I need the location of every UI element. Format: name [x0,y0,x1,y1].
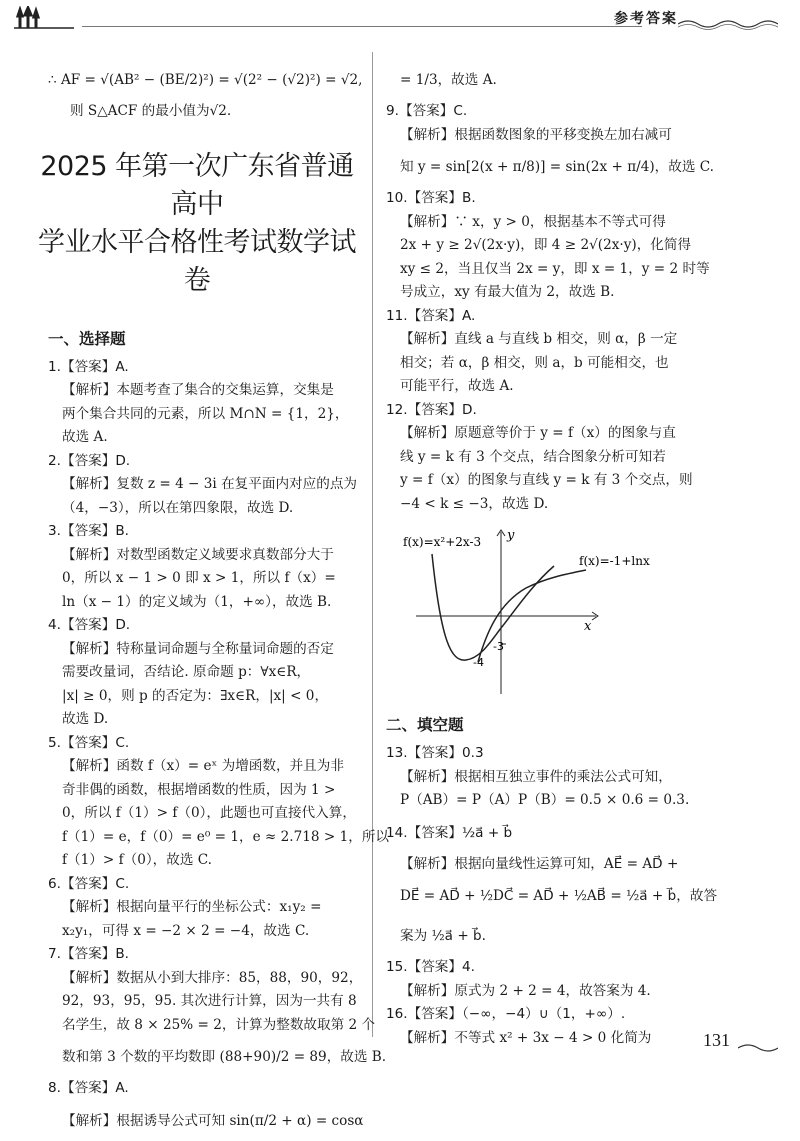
answer-line: 6.【答案】C. [48,875,130,892]
answer-line: 1.【答案】A. [48,358,129,375]
analysis-line: 奇非偶的函数，根据增函数的性质，因为 1 > [62,781,336,798]
answer-line: 16.【答案】（−∞，−4）∪（1，+∞）. [386,1006,626,1022]
analysis-line: （4，−3），所以在第四象限，故选 D. [62,499,294,516]
parabola-label: f(x)=x²+2x-3 [403,535,482,549]
page-number: 131 [703,1030,730,1050]
analysis-line: 可能平行，故选 A. [400,378,514,394]
analysis-line: 知 y = sin[2(x + π/8)] = sin(2x + π/4)，故选 C. [400,159,714,175]
analysis-line: 【解析】本题考查了集合的交集运算，交集是 [62,382,334,398]
answer-line: 10.【答案】B. [386,190,476,206]
analysis-line: 【解析】根据相互独立事件的乘法公式可知， [400,768,672,785]
header-rule [82,26,642,27]
analysis-line: f（1）= e，f（0）= e⁰ = 1，e ≈ 2.718 > 1，所以 [62,828,390,845]
analysis-line: 【解析】函数 f（x）= eˣ 为增函数，并且为非 [62,758,344,774]
analysis-line: 【解析】数据从小到大排序：85，88，90，92， [62,969,363,986]
log-label: f(x)=-1+lnx [579,554,650,568]
analysis-line: 92，93，95，95. 其次进行计算，因为一共有 8 [62,993,357,1009]
x-axis-label: x [584,619,592,634]
section-title-fill: 二、填空题 [386,716,464,734]
analysis-line: 线 y = k 有 3 个交点，结合图象分析可知若 [400,448,666,465]
analysis-line: 故选 A. [62,429,108,445]
answer-line: 5.【答案】C. [48,734,130,751]
answer-line: 13.【答案】0.3 [386,745,484,761]
analysis-line: 0，所以 f（1）> f（0），此题也可直接代入算， [62,805,356,821]
answer-line: 3.【答案】B. [48,523,129,539]
analysis-line: 数和第 3 个数的平均数即 (88+90)/2 = 89，故选 B. [62,1049,387,1065]
page-header [0,0,800,38]
exam-title-line-1: 2025 年第一次广东省普通高中 [40,150,354,220]
label-minus-three: -3 [493,640,504,653]
analysis-line: 【解析】根据向量线性运算可知，AE⃗ = AD⃗ + [400,855,679,872]
right-column [386,60,716,1050]
analysis-line: 【解析】原式为 2 + 2 = 4，故答案为 4. [400,982,651,999]
analysis-line: 案为 ½a⃗ + b⃗. [400,928,486,944]
function-graph [396,526,696,696]
analysis-line: 【解析】根据向量平行的坐标公式：x₁y₂ = [62,899,322,915]
analysis-line: 【解析】直线 a 与直线 b 相交，则 α，β 一定 [400,331,678,347]
answer-line: 7.【答案】B. [48,946,129,962]
analysis-line: 故选 D. [62,711,109,727]
answer-line: 9.【答案】C. [386,103,468,119]
answer-line: 15.【答案】4. [386,959,475,975]
analysis-line: y = f（x）的图象与直线 y = k 有 3 个交点，则 [400,472,693,488]
exam-title [38,148,356,300]
analysis-line: 两个集合共同的元素，所以 M∩N = {1，2}， [62,405,349,422]
analysis-line: 【解析】不等式 x² + 3x − 4 > 0 化简为 [400,1029,652,1046]
header-title: 参考答案 [614,11,678,27]
analysis-line: 【解析】特称量词命题与全称量词命题的否定 [62,640,334,657]
left-column [38,60,390,1141]
analysis-line: xy ≤ 2，当且仅当 2x = y，即 x = 1，y = 2 时等 [400,260,710,277]
wave-decoration-icon [678,16,778,30]
analysis-line: 0，所以 x − 1 > 0 即 x > 1，所以 f（x）= [62,570,336,586]
answer-line: 8.【答案】A. [48,1080,129,1096]
analysis-line: x₂y₁，可得 x = −2 × 2 = −4，故选 C. [62,922,310,939]
column-divider [372,52,373,1037]
analysis-line: 需要改量词，否结论. 原命题 p：∀x∈R， [62,664,311,680]
analysis-line: −4 < k ≤ −3，故选 D. [400,495,549,512]
analysis-line: f（1）> f（0），故选 C. [62,852,212,868]
answer-line: 14.【答案】½a⃗ + b⃗ [386,824,513,841]
analysis-line: 【解析】∵ x，y > 0，根据基本不等式可得 [400,213,666,230]
answer-line: 4.【答案】D. [48,617,131,633]
continued-calculation: ∴ AF = √(AB² − (BE/2)²) = √(2² − (√2)²) = √2, [48,72,363,88]
analysis-line: 【解析】复数 z = 4 − 3i 在复平面内对应的点为 [62,476,358,492]
analysis-line: 相交；若 α，β 相交，则 a，b 可能相交，也 [400,354,669,371]
analysis-line: 2x + y ≥ 2√(2x·y)，即 4 ≥ 2√(2x·y)，化简得 [400,237,692,253]
analysis-line: DE⃗ = AD⃗ + ½DC⃗ = AD⃗ + ½AB⃗ = ½a⃗ + b⃗，故答 [400,888,718,904]
analysis-line: |x| ≥ 0，则 p 的否定为：∃x∈R，|x| < 0， [62,687,329,704]
analysis-line: 【解析】对数型函数定义域要求真数部分大于 [62,546,334,563]
answer-line: 2.【答案】D. [48,452,131,469]
tree-logo-icon [14,6,76,30]
answer-line: 12.【答案】D. [386,401,477,418]
analysis-line: 名学生，故 8 × 25% = 2，计算为整数故取第 2 个 [62,1016,376,1033]
section-title-choice: 一、选择题 [48,329,126,348]
wave-decoration-icon [738,1040,778,1054]
analysis-line: = 1/3，故选 A. [400,72,497,88]
analysis-line: 【解析】原题意等价于 y = f（x）的图象与直 [400,425,676,441]
analysis-line: ln（x − 1）的定义域为（1，+∞），故选 B. [62,593,332,610]
exam-title-line-2: 学业水平合格性考试数学试卷 [38,226,356,296]
continued-conclusion: 则 S△ACF 的最小值为√2. [70,103,232,119]
analysis-line: 【解析】根据函数图象的平移变换左加右减可 [400,126,672,143]
answer-line: 11.【答案】A. [386,307,476,324]
analysis-line: P（AB）= P（A）P（B）= 0.5 × 0.6 = 0.3. [400,792,690,808]
y-axis-label: y [507,528,515,543]
label-minus-four: -4 [473,656,484,669]
analysis-line: 号成立，xy 有最大值为 2，故选 B. [400,284,615,300]
analysis-line: 【解析】根据诱导公式可知 sin(π/2 + α) = cosα [62,1112,364,1129]
